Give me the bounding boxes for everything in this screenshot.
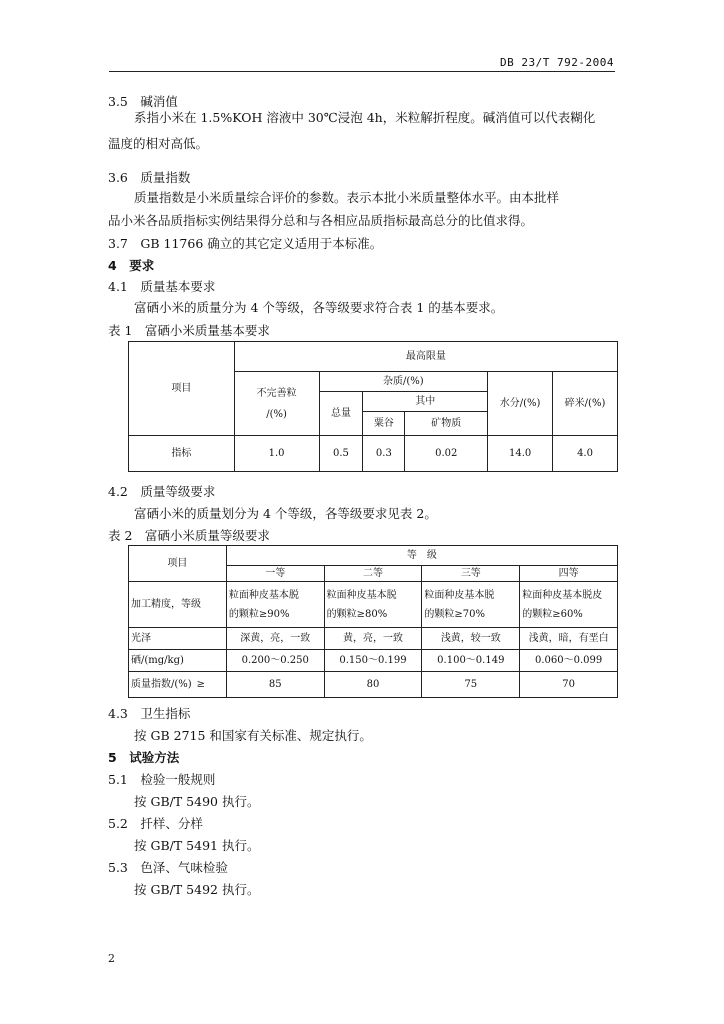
t2-quality-index-grade-1: 85 [226,672,324,698]
section-3-6-line1: 质量指数是小米质量综合评价的参数。表示本批小米质量整体水平。由本批样 [134,190,560,205]
t2-selenium-label: 硒/(mg/kg) [129,650,227,672]
section-3-5-line2: 温度的相对高低。 [108,136,209,151]
table-1-caption: 表 1 富硒小米质量基本要求 [108,323,270,338]
header-rule [109,71,615,72]
t2-luster-grade-2: 黄，亮，一致 [324,628,422,650]
table-1 [128,341,618,472]
section-5-2-title: 5.2 扦样、分样 [108,816,203,831]
section-3-7: 3.7 GB 11766 确立的其它定义适用于本标准。 [108,236,383,251]
t1-total-header: 总量 [319,392,363,436]
t2-luster-label: 光泽 [129,628,227,650]
t2-grade-1: 一等 [226,566,324,582]
section-4-3-title: 4.3 卫生指标 [108,706,191,721]
table-2 [128,545,618,698]
t1-value-imperfect: 1.0 [234,436,319,472]
t2-quality-index-label: 质量指数/(%) ≥ [129,672,227,698]
t2-selenium-grade-4: 0.060～0.099 [520,650,618,672]
t2-luster-grade-1: 深黄，亮，一致 [226,628,324,650]
t2-grade-header: 等 级 [226,546,617,566]
table-2-caption: 表 2 富硒小米质量等级要求 [108,528,270,543]
section-3-6-line2: 品小米各品质指标实例结果得分总和与各相应品质指标最高总分的比值求得。 [108,213,534,228]
t2-grade-4: 四等 [520,566,618,582]
section-5-1-title: 5.1 检验一般规则 [108,772,216,787]
t2-luster-grade-4: 浅黄，暗，有垩白 [520,628,618,650]
t1-value-millet: 0.3 [363,436,405,472]
t1-moisture-header: 水分/(%) [488,372,553,436]
section-5-2-text: 按 GB/T 5491 执行。 [134,838,260,853]
t1-max-limit-header: 最高限量 [234,342,617,372]
t2-precision-grade-1: 粒面种皮基本脱 的颗粒≥90% [226,582,324,628]
t1-impurity-header: 杂质/(%) [319,372,488,392]
t2-quality-index-grade-3: 75 [422,672,520,698]
t2-precision-grade-4: 粒面种皮基本脱皮 的颗粒≥60% [520,582,618,628]
t2-precision-grade-3: 粒面种皮基本脱 的颗粒≥70% [422,582,520,628]
t2-precision-label: 加工精度，等级 [129,582,227,628]
t2-grade-3: 三等 [422,566,520,582]
t1-value-mineral: 0.02 [405,436,488,472]
t2-precision-grade-2: 粒面种皮基本脱 的颗粒≥80% [324,582,422,628]
t1-imperfect-unit: /(%) [266,408,287,420]
page-number: 2 [108,952,115,965]
t2-grade-2: 二等 [324,566,422,582]
section-4-2-title: 4.2 质量等级要求 [108,484,216,499]
section-3-6-title: 3.6 质量指数 [108,170,191,185]
t2-quality-index-grade-4: 70 [520,672,618,698]
document-code: DB 23/T 792-2004 [500,56,614,69]
section-4-3-text: 按 GB 2715 和国家有关标准、规定执行。 [134,728,372,743]
section-5-title: 5 试验方法 [108,750,180,765]
section-5-1-text: 按 GB/T 5490 执行。 [134,794,260,809]
section-3-5-title: 3.5 碱消值 [108,94,178,109]
t1-mineral-header: 矿物质 [405,412,488,436]
section-4-1-text: 富硒小米的质量分为 4 个等级，各等级要求符合表 1 的基本要求。 [134,300,504,315]
t1-value-total: 0.5 [319,436,363,472]
t2-selenium-grade-1: 0.200～0.250 [226,650,324,672]
section-4-2-text: 富硒小米的质量划分为 4 个等级，各等级要求见表 2。 [134,506,437,521]
t2-selenium-grade-3: 0.100～0.149 [422,650,520,672]
t1-among-header: 其中 [363,392,488,412]
section-3-5-line1: 系指小米在 1.5%KOH 溶液中 30℃浸泡 4h，米粒解折程度。碱消值可以代表糊化 [134,110,596,125]
t1-imperfect-header [234,372,319,436]
t1-imperfect-label: 不完善粒 [256,387,297,399]
t1-broken-header: 碎米/(%) [553,372,618,436]
t2-item-header: 项目 [129,546,227,582]
t2-selenium-grade-2: 0.150～0.199 [324,650,422,672]
section-5-3-text: 按 GB/T 5492 执行。 [134,882,260,897]
t1-indicator-label: 指标 [129,436,235,472]
section-4-1-title: 4.1 质量基本要求 [108,279,216,294]
t1-millet-header: 粟谷 [363,412,405,436]
t1-item-header: 项目 [129,342,235,436]
section-5-3-title: 5.3 色泽、气味检验 [108,860,228,875]
t2-quality-index-grade-2: 80 [324,672,422,698]
t1-value-broken: 4.0 [553,436,618,472]
t1-value-moisture: 14.0 [488,436,553,472]
section-4-title: 4 要求 [108,258,155,273]
t2-luster-grade-3: 浅黄，较一致 [422,628,520,650]
